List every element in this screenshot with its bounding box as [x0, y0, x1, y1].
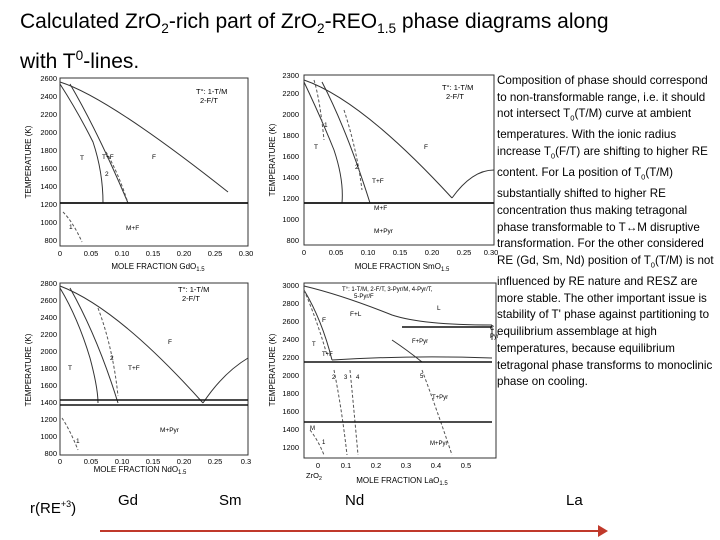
- gd-ylabel: TEMPERATURE (K): [24, 125, 33, 199]
- la-ytick: 2800: [282, 299, 299, 308]
- sm-ytick: 1200: [282, 194, 299, 203]
- nd-ylabel: TEMPERATURE (K): [24, 333, 33, 407]
- gd-phase-diagram: [18, 72, 254, 273]
- la-phase-pyr: Pyr: [490, 334, 499, 340]
- gd-xtick: 0: [57, 249, 63, 258]
- la-t0-line-3: [334, 370, 347, 455]
- nd-xlabel: MOLE FRACTION NdO$_{1.5}$: [93, 465, 187, 476]
- sm-t0-line-1: [314, 80, 324, 140]
- nd-ytick: 1200: [40, 415, 57, 424]
- nd-xtick: 0.10: [114, 457, 130, 466]
- la-label-5: 5: [420, 374, 424, 380]
- la-ytick: 2000: [282, 371, 299, 380]
- la-phase-c: C: [490, 326, 495, 332]
- la-t-pyr-boundary: [332, 357, 492, 360]
- la-legend-2: 5-Pyr/F: [354, 294, 374, 300]
- la-xtick: 0.3: [400, 461, 412, 470]
- gd-phase-t: T: [80, 155, 84, 162]
- sm-xtick: 0.15: [392, 248, 408, 257]
- sm-label-2: 2: [355, 164, 359, 171]
- la-phase-mpy: M+Pyr: [430, 441, 448, 447]
- la-phase-tpy: T+Pyr: [432, 395, 449, 401]
- la-ytick: 2200: [282, 353, 299, 362]
- la-xtick: 0.1: [340, 461, 352, 470]
- la-xtick: 0.2: [370, 461, 382, 470]
- gd-legend-1: T°: 1-T/M: [196, 87, 228, 96]
- sm-phase-f: F: [424, 144, 428, 151]
- sm-phase-tf: T+F: [372, 178, 384, 185]
- nd-ytick: 2400: [40, 313, 57, 322]
- gd-yticks: [40, 74, 57, 245]
- la-t0-line-4: [350, 370, 358, 455]
- nd-phase-t: T: [68, 365, 72, 372]
- slide-title: Calculated ZrO$_2$-rich part of $ZrO_2-REO_{1.5}$ phase diagrams along with $T^0$-lines.: [20, 10, 609, 74]
- nd-yticks: [40, 279, 57, 458]
- la-ytick: 2400: [282, 335, 299, 344]
- gd-ytick: 1600: [40, 164, 57, 173]
- nd-phase-f: F: [168, 339, 172, 346]
- la-phase-t: T: [312, 342, 316, 348]
- gd-ytick: 2000: [40, 128, 57, 137]
- la-label-4: 4: [356, 375, 360, 381]
- sm-ytick: 800: [286, 236, 299, 245]
- nd-legend-2: 2-F/T: [182, 294, 200, 303]
- nd-phase-tf: T+F: [128, 365, 140, 372]
- sm-phase-mf: M+F: [374, 205, 388, 212]
- la-ytick: 1200: [282, 443, 299, 452]
- gd-xticks: [58, 249, 253, 258]
- la-label-2: 2: [332, 375, 336, 381]
- nd-phase-mpy: M+Pyr: [160, 427, 179, 434]
- gd-xtick: 0.20: [176, 249, 192, 258]
- gd-xtick: 0.25: [207, 249, 223, 258]
- sm-pyr-boundary: [452, 170, 494, 198]
- gd-ytick: 2600: [40, 74, 57, 83]
- la-plot-frame: [304, 283, 496, 458]
- nd-ytick: 1400: [40, 398, 57, 407]
- sm-plot-frame: [304, 75, 494, 245]
- gd-legend-2: 2-F/T: [200, 96, 218, 105]
- nd-t0-line-2: [98, 308, 118, 396]
- la-ytick: 1800: [282, 389, 299, 398]
- nd-liquidus-curve: [60, 286, 203, 403]
- gd-xlabel: MOLE FRACTION GdO$_{1.5}$: [111, 262, 205, 273]
- gd-label-1: 1: [69, 224, 73, 231]
- la-xtick: 0.5: [460, 461, 472, 470]
- gd-ytick: 1200: [40, 200, 57, 209]
- la-phase-tf: T+F: [322, 352, 333, 358]
- gd-ytick: 2200: [40, 110, 57, 119]
- nd-xtick: 0.15: [145, 457, 161, 466]
- sm-xticks: [302, 248, 498, 257]
- la-phase-fl: F+L: [350, 311, 362, 318]
- nd-xtick: 0.3: [240, 457, 252, 466]
- la-xtick: 0: [315, 461, 321, 470]
- la-legend-1: T°: 1-T/M, 2-F/T, 3-Pyr/M, 4-Pyr/T,: [342, 287, 433, 293]
- nd-phase-diagram: [18, 278, 252, 478]
- sm-legend-2: 2-F/T: [446, 92, 464, 101]
- sm-ytick: 2200: [282, 89, 299, 98]
- sm-xtick: 0.25: [456, 248, 472, 257]
- gd-xtick: 0.15: [145, 249, 161, 258]
- gd-label-2: 2: [105, 171, 109, 178]
- la-label-1: 1: [322, 440, 326, 446]
- sm-t0-line-2: [344, 110, 362, 190]
- nd-t0-line-1: [62, 418, 78, 450]
- la-label-3: 3: [344, 375, 348, 381]
- sm-ytick: 1000: [282, 215, 299, 224]
- nd-xtick: 0.25: [207, 457, 223, 466]
- gd-ytick: 2400: [40, 92, 57, 101]
- sm-ylabel: TEMPERATURE (K): [268, 123, 277, 197]
- la-yticks: [282, 281, 299, 452]
- gd-ytick: 800: [44, 236, 57, 245]
- sm-xtick: 0.05: [328, 248, 344, 257]
- ionic-radius-arrow-line: [100, 530, 600, 532]
- la-phase-m: M: [310, 426, 315, 432]
- element-sm-label: Sm: [219, 492, 242, 509]
- nd-ytick: 800: [44, 449, 57, 458]
- la-xtick: 0.4: [430, 461, 442, 470]
- sm-xtick: 0: [301, 248, 307, 257]
- sm-ytick: 2000: [282, 110, 299, 119]
- nd-ytick: 2600: [40, 296, 57, 305]
- la-phase-l: L: [437, 305, 441, 312]
- gd-phase-f: F: [152, 154, 156, 161]
- la-ytick: 1400: [282, 425, 299, 434]
- gd-xtick: 0.30: [238, 249, 254, 258]
- element-gd-label: Gd: [118, 492, 139, 509]
- gd-ytick: 1000: [40, 218, 57, 227]
- gd-tf-boundary: [70, 84, 128, 203]
- gd-xtick: 0.05: [83, 249, 99, 258]
- nd-ytick: 1600: [40, 381, 57, 390]
- sm-ytick: 1800: [282, 131, 299, 140]
- nd-tf-boundary: [70, 288, 118, 403]
- sm-legend-1: T°: 1-T/M: [442, 83, 474, 92]
- nd-ytick: 1800: [40, 364, 57, 373]
- gd-t-boundary: [60, 84, 103, 203]
- sm-label-1: 1: [324, 122, 328, 129]
- la-phase-f: F: [322, 317, 326, 324]
- nd-legend-1: T°: 1-T/M: [178, 285, 210, 294]
- description-text: Composition of phase should correspond to non-transformable range, i.e. it should not intersect $T_0(T/M)$ curve at ambient temperatures. With the ionic radius increase $T_0(F/T)$ are shifting to higher RE content. For La position of $T_0(T/M)$ substantially shifted to higher RE concentration thus making tetragonal phase transformable to T↔M disruptive transformation. For the other considered RE (Gd, Sm, Nd) position of $T_0(T/M)$ is not influenced by RE nature and RESZ are more stable. The other important issue is stability of T' phase against partitioning to equilibrium assemblage at high temperatures, because equilibrium tetragonal phase transforms to monoclinic phase on cooling.: [497, 74, 714, 389]
- sm-xtick: 0.10: [360, 248, 376, 257]
- sm-phase-diagram: [262, 70, 497, 280]
- gd-phase-tf: T+F: [102, 154, 114, 161]
- nd-plot-frame: [60, 283, 248, 455]
- nd-ytick: 2200: [40, 330, 57, 339]
- sm-yticks: [282, 71, 299, 245]
- sm-ytick: 2300: [282, 71, 299, 80]
- gd-plot-frame: [60, 78, 248, 246]
- sm-t-boundary: [304, 82, 342, 203]
- la-ytick: 2600: [282, 317, 299, 326]
- sm-xtick: 0.30: [483, 248, 499, 257]
- sm-ytick: 1600: [282, 152, 299, 161]
- la-xleft-label: ZrO$_2$: [306, 471, 322, 482]
- nd-ytick: 1000: [40, 432, 57, 441]
- la-ylabel: TEMPERATURE (K): [268, 333, 277, 407]
- nd-ytick: 2000: [40, 347, 57, 356]
- sm-ytick: 1400: [282, 173, 299, 182]
- gd-xtick: 0.10: [114, 249, 130, 258]
- la-ytick: 3000: [282, 281, 299, 290]
- la-xlabel: MOLE FRACTION LaO$_{1.5}$: [356, 476, 448, 487]
- sm-xlabel: MOLE FRACTION SmO$_{1.5}$: [354, 262, 450, 273]
- ionic-radius-label: $r(RE^{+3})$: [30, 499, 77, 517]
- gd-phase-mf: M+F: [126, 225, 140, 232]
- gd-ytick: 1400: [40, 182, 57, 191]
- gd-ytick: 1800: [40, 146, 57, 155]
- nd-label-1: 1: [76, 438, 80, 445]
- la-xticks: [316, 461, 471, 470]
- sm-xtick: 0.20: [424, 248, 440, 257]
- ionic-radius-arrow-head: [598, 525, 608, 537]
- sm-tf-boundary: [322, 82, 370, 203]
- la-phase-fpy: F+Pyr: [412, 339, 429, 345]
- nd-label-2: 2: [110, 355, 114, 362]
- element-la-label: La: [566, 492, 583, 509]
- la-ytick: 1600: [282, 407, 299, 416]
- nd-xtick: 0.20: [176, 457, 192, 466]
- sm-phase-t: T: [314, 144, 318, 151]
- nd-xtick: 0.05: [83, 457, 99, 466]
- sm-phase-mpy: M+Pyr: [374, 228, 393, 235]
- nd-pyr-boundary: [203, 358, 248, 403]
- nd-ytick: 2800: [40, 279, 57, 288]
- element-nd-label: Nd: [345, 492, 365, 509]
- la-phase-diagram: [262, 280, 502, 490]
- nd-xtick: 0: [57, 457, 63, 466]
